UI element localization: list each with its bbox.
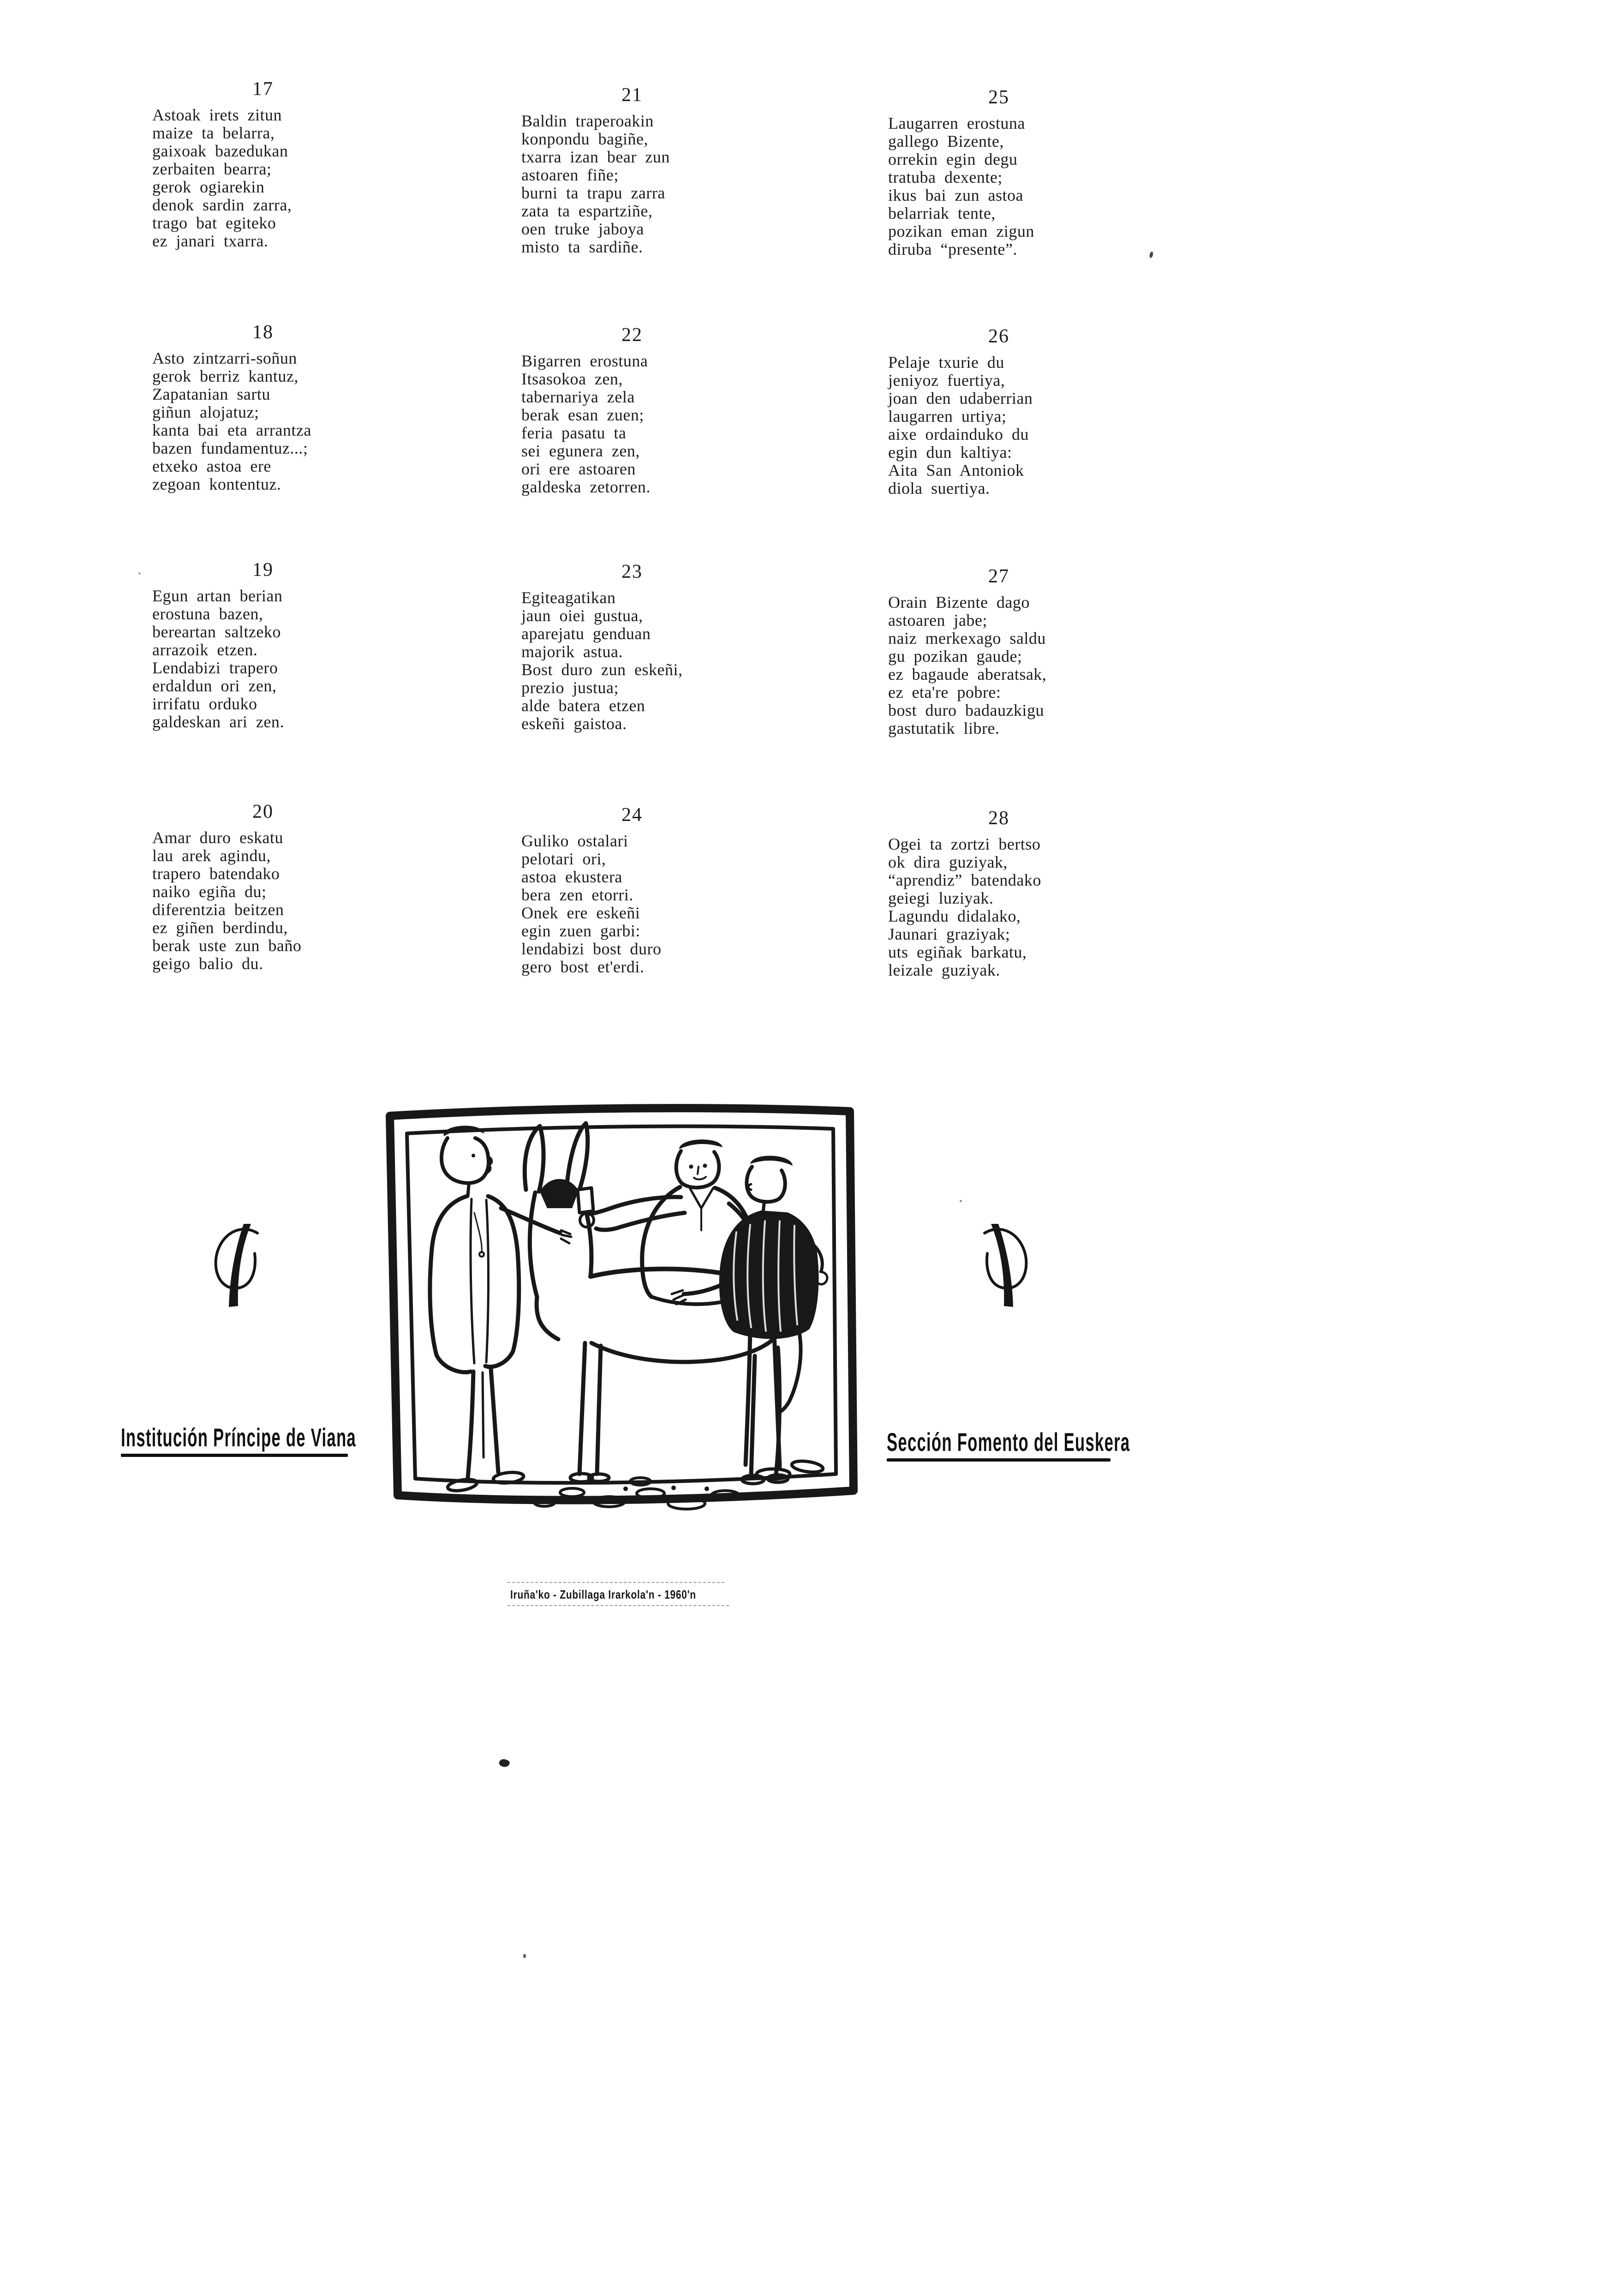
stanza-number: 24 — [621, 804, 643, 826]
footer-rule — [121, 1454, 348, 1457]
verse-line: jaun oiei gustua, — [521, 606, 643, 625]
stanza-21 — [521, 84, 743, 256]
verse-line: Onek ere eskeñi — [521, 904, 640, 922]
verse-line: Lendabizi trapero — [152, 659, 278, 677]
verse-line: prezio justua; — [521, 678, 619, 697]
verse-line: bost duro badauzkigu — [888, 701, 1044, 719]
verse-line: trapero batendako — [152, 864, 280, 883]
verse-line: Ogei ta zortzi bertso — [888, 835, 1041, 853]
calligraphic-flourish-icon — [974, 1222, 1031, 1317]
stanza-text — [152, 106, 374, 250]
verse-line: Egun artan berian — [152, 587, 283, 605]
verse-line: berak uste zun baño — [152, 936, 302, 955]
stanza-28 — [888, 808, 1110, 979]
verse-line: jeniyoz fuertiya, — [888, 371, 1005, 389]
verse-line: galdeskan ari zen. — [152, 713, 284, 731]
verse-line: Egiteagatikan — [521, 588, 616, 607]
stanza-text — [521, 589, 743, 733]
verse-line: bera zen etorri. — [521, 886, 633, 904]
stanza-18 — [152, 322, 374, 493]
stanza-24 — [521, 804, 743, 976]
verse-line: Amar duro eskatu — [152, 828, 283, 847]
verse-line: eskeñi gaistoa. — [521, 714, 627, 733]
verse-line: joan den udaberrian — [888, 389, 1033, 407]
verse-line: orrekin egin degu — [888, 150, 1018, 168]
footer-left — [121, 1424, 500, 1457]
verse-line: Bigarren erostuna — [521, 352, 648, 370]
stanza-number: 21 — [621, 84, 643, 106]
printer-imprint: Iruña'ko - Zubillaga Irarkola'n - 1960'n — [510, 1588, 696, 1601]
verse-line: ez giñen berdindu, — [152, 918, 288, 937]
stanza-25 — [888, 87, 1110, 258]
verse-line: Aita San Antoniok — [888, 461, 1024, 479]
verse-line: alde batera etzen — [521, 696, 645, 715]
verse-line: denok sardin zarra, — [152, 196, 292, 214]
verse-line: lendabizi bost duro — [521, 940, 662, 958]
verse-line: kanta bai eta arrantza — [152, 421, 311, 439]
verse-line: misto ta sardiñe. — [521, 238, 643, 256]
verse-line: konpondu bagiñe, — [521, 130, 648, 148]
verse-line: gastutatik libre. — [888, 719, 1000, 737]
verse-line: Orain Bizente dago — [888, 593, 1030, 611]
verse-line: feria pasatu ta — [521, 424, 627, 442]
verse-line: erdaldun ori zen, — [152, 677, 277, 695]
scan-noise-line — [508, 1605, 729, 1606]
stanza-number: 23 — [621, 561, 643, 582]
stanza-17 — [152, 78, 374, 250]
verse-line: ez bagaude aberatsak, — [888, 665, 1047, 683]
stanza-text — [888, 593, 1110, 737]
verse-line: trago bat egiteko — [152, 214, 276, 232]
verse-line: Lagundu didalako, — [888, 907, 1021, 925]
stanza-23 — [521, 561, 743, 733]
verse-line: gero bost et'erdi. — [521, 958, 645, 976]
stanza-text — [888, 114, 1110, 258]
stanza-number: 22 — [621, 324, 643, 346]
verse-line: Zapatanian sartu — [152, 385, 270, 403]
stanza-text — [521, 832, 743, 976]
stanza-26 — [888, 326, 1110, 497]
stanza-number: 26 — [988, 326, 1009, 347]
verse-line: Astoak irets zitun — [152, 106, 282, 124]
section-label: Sección Fomento del Euskera — [887, 1427, 1130, 1456]
stanza-text — [152, 587, 374, 731]
verse-line: ez eta're pobre: — [888, 683, 1001, 701]
verse-line: bereartan saltzeko — [152, 623, 281, 641]
stanza-text — [888, 835, 1110, 979]
verse-line: Jaunari graziyak; — [888, 925, 1010, 943]
verse-line: bazen fundamentuz...; — [152, 439, 308, 457]
stanza-text — [521, 352, 743, 496]
ink-speck — [1149, 251, 1153, 258]
verse-line: tratuba dexente; — [888, 168, 1003, 186]
verse-line: sei egunera zen, — [521, 442, 640, 460]
verse-line: egin dun kaltiya: — [888, 443, 1012, 461]
stanza-19 — [152, 559, 374, 731]
verse-line: geiegi luziyak. — [888, 889, 994, 907]
verse-line: majorik astua. — [521, 642, 623, 661]
verse-line: astoa ekustera — [521, 868, 622, 886]
verse-line: zegoan kontentuz. — [152, 475, 281, 493]
institution-label: Institución Príncipe de Viana — [121, 1423, 356, 1452]
verse-line: berak esan zuen; — [521, 406, 644, 424]
verse-line: belarriak tente, — [888, 204, 996, 222]
verse-line: tabernariya zela — [521, 388, 635, 406]
verse-line: zata ta espartziñe, — [521, 202, 653, 220]
stanza-number: 17 — [252, 78, 274, 100]
verse-line: galdeska zetorren. — [521, 478, 651, 496]
stanza-22 — [521, 324, 743, 496]
stanza-20 — [152, 801, 374, 973]
stanza-number: 19 — [252, 559, 274, 581]
verse-line: aixe ordainduko du — [888, 425, 1029, 443]
ink-speck — [523, 1954, 526, 1958]
verse-line: aparejatu genduan — [521, 624, 651, 643]
verse-line: lau arek agindu, — [152, 846, 271, 865]
verse-line: uts egiñak barkatu, — [888, 943, 1027, 961]
verse-line: pelotari ori, — [521, 850, 606, 868]
verse-line: Pelaje txurie du — [888, 353, 1004, 372]
verse-line: naiz merkexago saldu — [888, 629, 1046, 647]
verse-line: Laugarren erostuna — [888, 114, 1025, 132]
stanza-number: 28 — [988, 808, 1009, 829]
ink-speck — [138, 572, 141, 575]
verse-line: naiko egiña du; — [152, 882, 267, 901]
verse-line: leizale guziyak. — [888, 961, 1000, 979]
ink-speck — [960, 1200, 962, 1202]
verse-line: diola suertiya. — [888, 479, 990, 497]
verse-line: giñun alojatuz; — [152, 403, 259, 421]
verse-line: Baldin traperoakin — [521, 112, 654, 130]
verse-line: etxeko astoa ere — [152, 457, 271, 475]
stanza-number: 20 — [252, 801, 274, 822]
stanza-text — [152, 829, 374, 973]
verse-line: diferentzia beitzen — [152, 900, 284, 919]
verse-line: ori ere astoaren — [521, 460, 636, 478]
verse-line: irrifatu orduko — [152, 695, 257, 713]
verse-line: pozikan eman zigun — [888, 222, 1034, 240]
footer-rule — [887, 1458, 1111, 1462]
stanza-number: 18 — [252, 322, 274, 343]
verse-line: zerbaiten bearra; — [152, 160, 272, 178]
imprint-block — [508, 1582, 729, 1606]
calligraphic-flourish-icon — [211, 1222, 268, 1317]
stanza-27 — [888, 566, 1110, 737]
scan-noise-line — [508, 1582, 724, 1583]
verse-line: astoaren fiñe; — [521, 166, 619, 184]
ink-speck — [498, 1757, 511, 1768]
verse-line: Guliko ostalari — [521, 832, 628, 850]
verse-line: ok dira guziyak, — [888, 853, 1008, 871]
verse-line: Asto zintzarri-soñun — [152, 349, 297, 367]
verse-line: oen truke jaboya — [521, 220, 644, 238]
verse-line: txarra izan bear zun — [521, 148, 670, 166]
verse-line: “aprendiz” batendako — [888, 871, 1041, 889]
stanza-text — [888, 354, 1110, 497]
stanza-number: 27 — [988, 566, 1009, 587]
stanza-text — [152, 349, 374, 493]
verse-line: gallego Bizente, — [888, 132, 1004, 150]
verse-line: arrazoik etzen. — [152, 641, 258, 659]
verse-line: ez janari txarra. — [152, 232, 269, 250]
verse-line: astoaren jabe; — [888, 611, 987, 629]
verse-line: maize ta belarra, — [152, 124, 275, 142]
verse-line: laugarren urtiya; — [888, 407, 1007, 425]
verse-line: gerok berriz kantuz, — [152, 367, 299, 385]
verse-line: Bost duro zun eskeñi, — [521, 660, 683, 679]
verse-line: ikus bai zun astoa — [888, 186, 1023, 204]
verse-line: gerok ogiarekin — [152, 178, 265, 196]
footer-right — [887, 1429, 1279, 1462]
verse-line: gaixoak bazedukan — [152, 142, 288, 160]
verse-line: burni ta trapu zarra — [521, 184, 665, 202]
verse-line: diruba “presente”. — [888, 240, 1017, 258]
verse-line: egin zuen garbi: — [521, 922, 640, 940]
stanza-number: 25 — [988, 87, 1009, 108]
stanza-text — [521, 112, 743, 256]
verse-line: erostuna bazen, — [152, 605, 263, 623]
verse-line: Itsasokoa zen, — [521, 370, 623, 388]
verse-line: gu pozikan gaude; — [888, 647, 1022, 665]
verse-line: geigo balio du. — [152, 954, 263, 973]
